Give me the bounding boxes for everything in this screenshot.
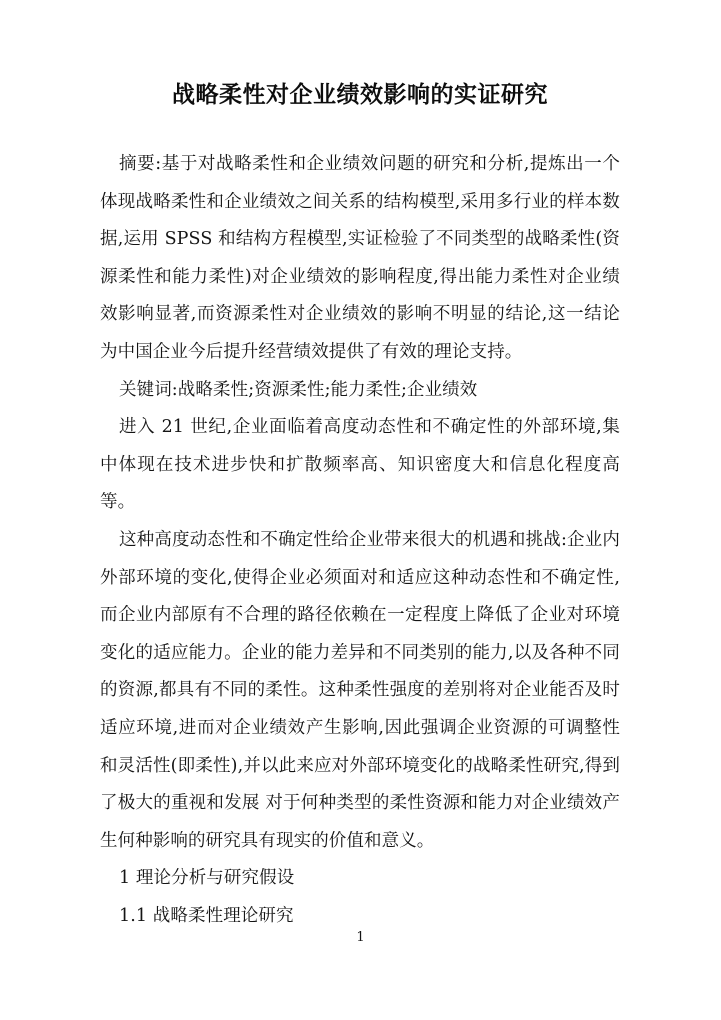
- page-title: 战略柔性对企业绩效影响的实证研究: [172, 81, 548, 108]
- abstract-paragraph: 摘要:基于对战略柔性和企业绩效问题的研究和分析,提炼出一个体现战略柔性和企业绩效之间关系的结构模型,采用多行业的样本数据,运用 SPSS 和结构方程模型,实证检验了不同类型的战略柔性(资源柔性和能力柔性)对企业绩效的影响程度,得出能力柔性对企业绩效影响显著,而资源柔性对企业绩效的影响不明显的结论,这一结论为中国企业今后提升经营绩效提供了有效的理论支持。: [100, 154, 620, 362]
- body-paragraph-2: 这种高度动态性和不确定性给企业带来很大的机遇和挑战:企业内外部环境的变化,使得企业必须面对和适应这种动态性和不确定性,而企业内部原有不合理的路径依赖在一定程度上降低了企业对环境变化的适应能力。企业的能力差异和不同类别的能力,以及各种不同的资源,都具有不同的柔性。这种柔性强度的差别将对企业能否及时适应环境,进而对企业绩效产生影响,因此强调企业资源的可调整性和灵活性(即柔性),并以此来应对外部环境变化的战略柔性研究,得到了极大的重视和发展 对于何种类型的柔性资源和能力对企业绩效产生何种影响的研究具有现实的价值和意义。: [100, 529, 620, 851]
- keywords-paragraph: 关键词:战略柔性;资源柔性;能力柔性;企业绩效: [119, 379, 478, 400]
- section-heading-1-1: 1.1 战略柔性理论研究: [119, 905, 294, 926]
- body-paragraph-1: 进入 21 世纪,企业面临着高度动态性和不确定性的外部环境,集中体现在技术进步快和扩散频率高、知识密度大和信息化程度高等。: [100, 417, 620, 513]
- section-heading-1: 1 理论分析与研究假设: [119, 868, 295, 889]
- document-content: [100, 78, 620, 935]
- page-number: 1: [356, 930, 365, 945]
